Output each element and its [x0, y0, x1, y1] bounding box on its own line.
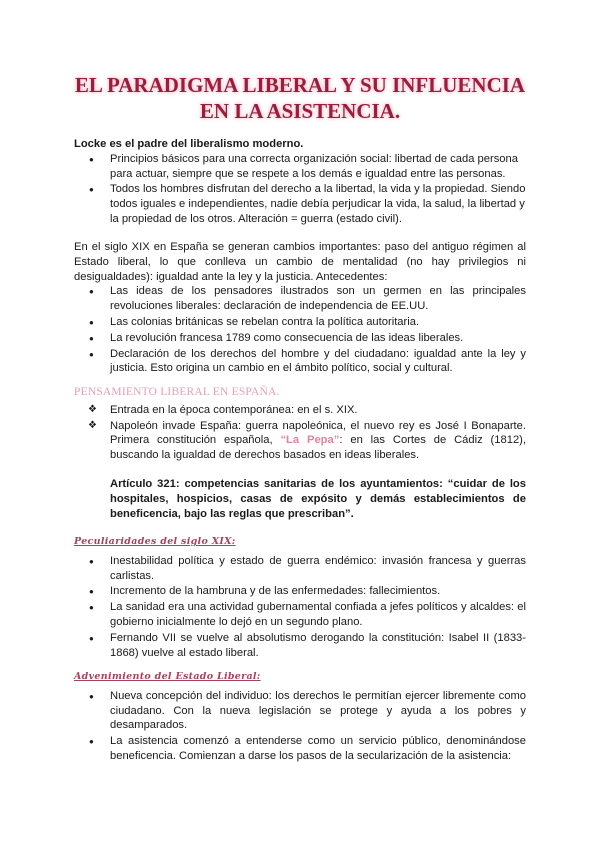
list-item: ❖ Entrada en la época contemporánea: en el s. XIX.	[74, 403, 526, 418]
item-text: : en las Cortes de Cádiz (1812), buscando la igualdad de derechos basados en ideas liberales.	[110, 434, 527, 462]
locke-heading: Locke es el padre del liberalismo moderno.	[74, 138, 304, 150]
list-item: ● Las ideas de los pensadores ilustrados son un germen en las principales revoluciones liberales: declaración de independencia de EE.UU.	[74, 284, 526, 314]
pensamiento-list	[74, 403, 526, 463]
item-text: Napoleón invade España: guerra napoleónica, el nuevo rey es José I Bonaparte. Primera constitución española,	[110, 419, 526, 447]
spain-list	[74, 284, 526, 376]
la-pepa-highlight: “La Pepa”	[280, 434, 340, 447]
list-item: ● Fernando VII se vuelve al absolutismo derogando la constitución: Isabel II (1833-1868) vuelve al estado liberal.	[74, 631, 526, 661]
pensamiento-heading: PENSAMIENTO LIBERAL EN ESPAÑA.	[74, 386, 280, 398]
list-item: ● La sanidad era una actividad gubernamental confiada a jefes políticos y alcaldes: el gobierno inicialmente lo dejó en un segundo plano.	[74, 600, 526, 630]
list-item: ● La asistencia comenzó a entenderse como un servicio público, denominándose beneficencia. Comienzan a darse los pasos de la secularización de la asistencia:	[74, 734, 526, 764]
advenimiento-heading: Advenimiento del Estado Liberal:	[74, 671, 261, 682]
list-item: ● Incremento de la hambruna y de las enfermedades: fallecimientos.	[74, 584, 526, 599]
list-item: ● Nueva concepción del individuo: los derechos le permitían ejercer libremente como ciudadano. Con la nueva legislación se protege y ayuda a los pobres y desamparados.	[74, 689, 526, 733]
list-item: ● Declaración de los derechos del hombre y del ciudadano: igualdad ante la ley y justicia. Esto origina un cambio en el ámbito político, social y cultural.	[74, 347, 526, 377]
advenimiento-section	[74, 670, 526, 765]
list-item: ● Las colonias británicas se rebelan contra la política autoritaria.	[74, 315, 526, 330]
peculiaridades-list	[74, 554, 526, 661]
articulo-321: Artículo 321: competencias sanitarias de los ayuntamientos: “cuidar de los hospitales, hospicios, casas de expósito y demás establecimientos de beneficencia, bajo las reglas que prescriban”.	[110, 477, 526, 520]
spain-section	[74, 240, 526, 377]
list-item: ● La revolución francesa 1789 como consecuencia de las ideas liberales.	[74, 331, 526, 346]
list-item: ● Todos los hombres disfrutan del derecho a la libertad, la vida y la propiedad. Siendo todos iguales e independientes, nadie debía perjudicar la vida, la salud, la libertad y la propiedad de los otros. Alteración = guerra (estado civil).	[74, 182, 526, 226]
locke-list	[74, 152, 526, 227]
pensamiento-section	[74, 385, 526, 521]
locke-section	[74, 137, 526, 228]
list-item: ● Inestabilidad política y estado de guerra endémico: invasión francesa y guerras carlistas.	[74, 554, 526, 584]
spain-intro: En el siglo XIX en España se generan cambios importantes: paso del antiguo régimen al Estado liberal, lo que conlleva un cambio de mentalidad (no hay privilegios ni desigualdades): igualdad ante la ley y la justicia. Antecedentes:	[74, 241, 526, 283]
advenimiento-list	[74, 689, 526, 764]
page-title: EL PARADIGMA LIBERAL Y SU INFLUENCIA EN LA ASISTENCIA.	[74, 73, 526, 123]
peculiaridades-section	[74, 535, 526, 661]
list-item: ● Principios básicos para una correcta organización social: libertad de cada persona para actuar, siempre que se respete a los demás e igualdad entre las personas.	[74, 152, 526, 182]
list-item	[74, 419, 526, 463]
peculiaridades-heading: Peculiaridades del siglo XIX:	[74, 536, 236, 547]
